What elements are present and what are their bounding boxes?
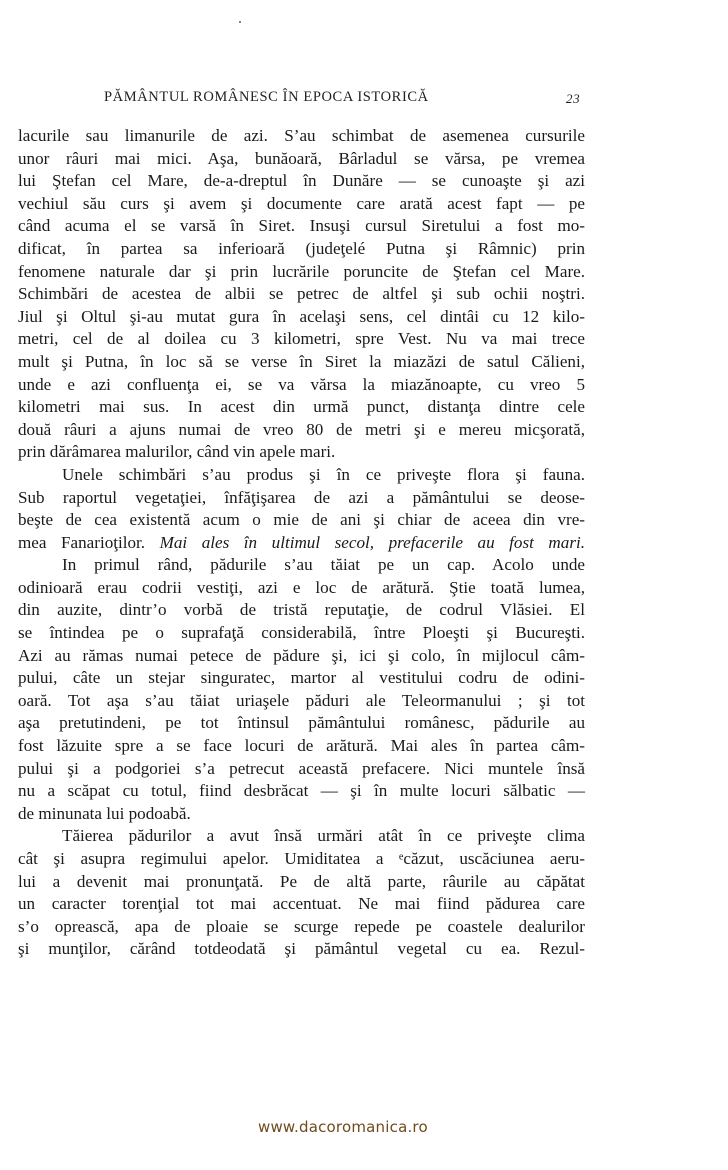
text-line-paragraph-start: Unele schimbări s’au produs şi în ce priveşte flora şi fauna. (62, 464, 585, 484)
text-line: aşa pretutindeni, pe tot întinsul pământului românesc, pădurile au (18, 713, 585, 733)
text-line: un caracter torenţial tot mai accentuat. Ne mai fiind pădurea care (18, 894, 585, 914)
text-line-paragraph-end: de minunata lui podoabă. (18, 803, 191, 823)
text-line: se întindea pe o suprafaţă considerabilă, între Ploeşti şi Bucureşti. (18, 623, 585, 643)
italic-emphasis: Mai ales în ultimul secol, prefacerile au fost mari. (159, 532, 585, 552)
text-line: Schimbări de acestea de albii se petrec de altfel şi sub ochii noştri. (18, 284, 585, 304)
text-line: dificat, în partea sa inferioară (judeţelé Putna şi Râmnic) prin (18, 238, 585, 258)
page-number: 23 (566, 91, 581, 106)
text-line: din auzite, dintr’o vorbă de tristă reputaţie, de codrul Vlăsiei. El (18, 600, 585, 620)
website-link[interactable]: www.dacoromanica.ro (258, 1118, 428, 1136)
text-line: lacurile sau limanurile de azi. S’au schimbat de asemenea cursurile (18, 126, 585, 145)
running-head (0, 86, 728, 110)
text-line: lui a devenit mai pronunţată. Pe de altă parte, râurile au căpătat (18, 871, 585, 891)
text-line: pului, câte un stejar singuratec, martor al vestitului codru de odini- (18, 668, 585, 688)
scan-speck (239, 21, 241, 23)
body-text (18, 125, 585, 961)
text-line: două râuri a ajuns numai de vreo 80 de metri şi e mereu micşorată, (18, 419, 585, 439)
text-line: cât şi asupra regimului apelor. Umiditatea a ᵉcăzut, uscăciunea aeru- (18, 849, 585, 868)
text-line: Jiul şi Oltul şi-au mutat gura în acelaşi sens, cel dintâi cu 12 kilo- (18, 306, 585, 326)
text-line: pului şi a podgoriei s’a petrecut această prefacere. Nici muntele însă (18, 758, 585, 778)
text-line-paragraph-start: In primul rând, pădurile s’au tăiat pe un cap. Acolo unde (62, 555, 585, 575)
text-line-paragraph-end: prin dărâmarea malurilor, când vin apele mari. (18, 442, 336, 462)
text-line: odinioară erau codrii vestiţi, azi e loc de arătură. Ştie toată lumea, (18, 577, 585, 597)
text-line: vechiul său curs şi avem şi documente care arată acest fapt — pe (18, 193, 585, 213)
text-line-paragraph-start: Tăierea pădurilor a avut însă urmări atât în ce priveşte clima (62, 826, 585, 846)
text-line-mixed (18, 532, 585, 555)
text-line: oară. Tot aşa s’au tăiat uriaşele păduri ale Teleormanului ; şi tot (18, 690, 585, 710)
text-line: fenomene naturale dar şi prin lucrările poruncite de Ştefan cel Mare. (18, 261, 585, 281)
text-line: metri, cel de al doilea cu 3 kilometri, spre Vest. Nu va mai trece (18, 329, 585, 349)
text-line: beşte de cea existentă acum o mie de ani şi chiar de aceea din vre- (18, 510, 585, 530)
running-head-title: PĂMÂNTUL ROMÂNESC ÎN EPOCA ISTORICĂ (104, 89, 429, 105)
text-line: Sub raportul vegetaţiei, înfăţişarea de azi a pământului se deose- (18, 487, 585, 507)
text-line: unor râuri mai mici. Aşa, bunăoară, Bârladul se vărsa, pe vremea (18, 148, 585, 168)
text-line: unde e azi confluenţa ei, se va vărsa la miazănoapte, cu vreo 5 (18, 374, 585, 394)
text-line: Azi au rămas numai petece de pădure şi, ici şi colo, în mijlocul câm- (18, 645, 585, 665)
text-line: kilometri mai sus. In acest din urmă punct, distanţa dintre cele (18, 397, 585, 417)
text-line: şi munţilor, cărând totdeodată şi pământul vegetal cu ea. Rezul- (18, 939, 585, 959)
text-line: mult şi Putna, în loc să se verse în Siret la miazăzi de satul Călieni, (18, 351, 585, 371)
text-line: fost lăzuite spre a se face locuri de arătură. Mai ales în partea câm- (18, 736, 585, 756)
text-line: s’o oprească, apa de ploaie se scurge repede pe coastele dealurilor (18, 916, 585, 936)
text-line: lui Ştefan cel Mare, de-a-dreptul în Dunăre — se cunoaşte şi azi (18, 171, 585, 191)
text-line: nu a scăpat cu totul, fiind desbrăcat — şi în multe locuri sălbatic — (18, 781, 585, 801)
text-segment: mea Fanarioţilor. (18, 532, 146, 552)
text-line: când acuma el se varsă în Siret. Insuşi cursul Siretului a fost mo- (18, 216, 585, 236)
